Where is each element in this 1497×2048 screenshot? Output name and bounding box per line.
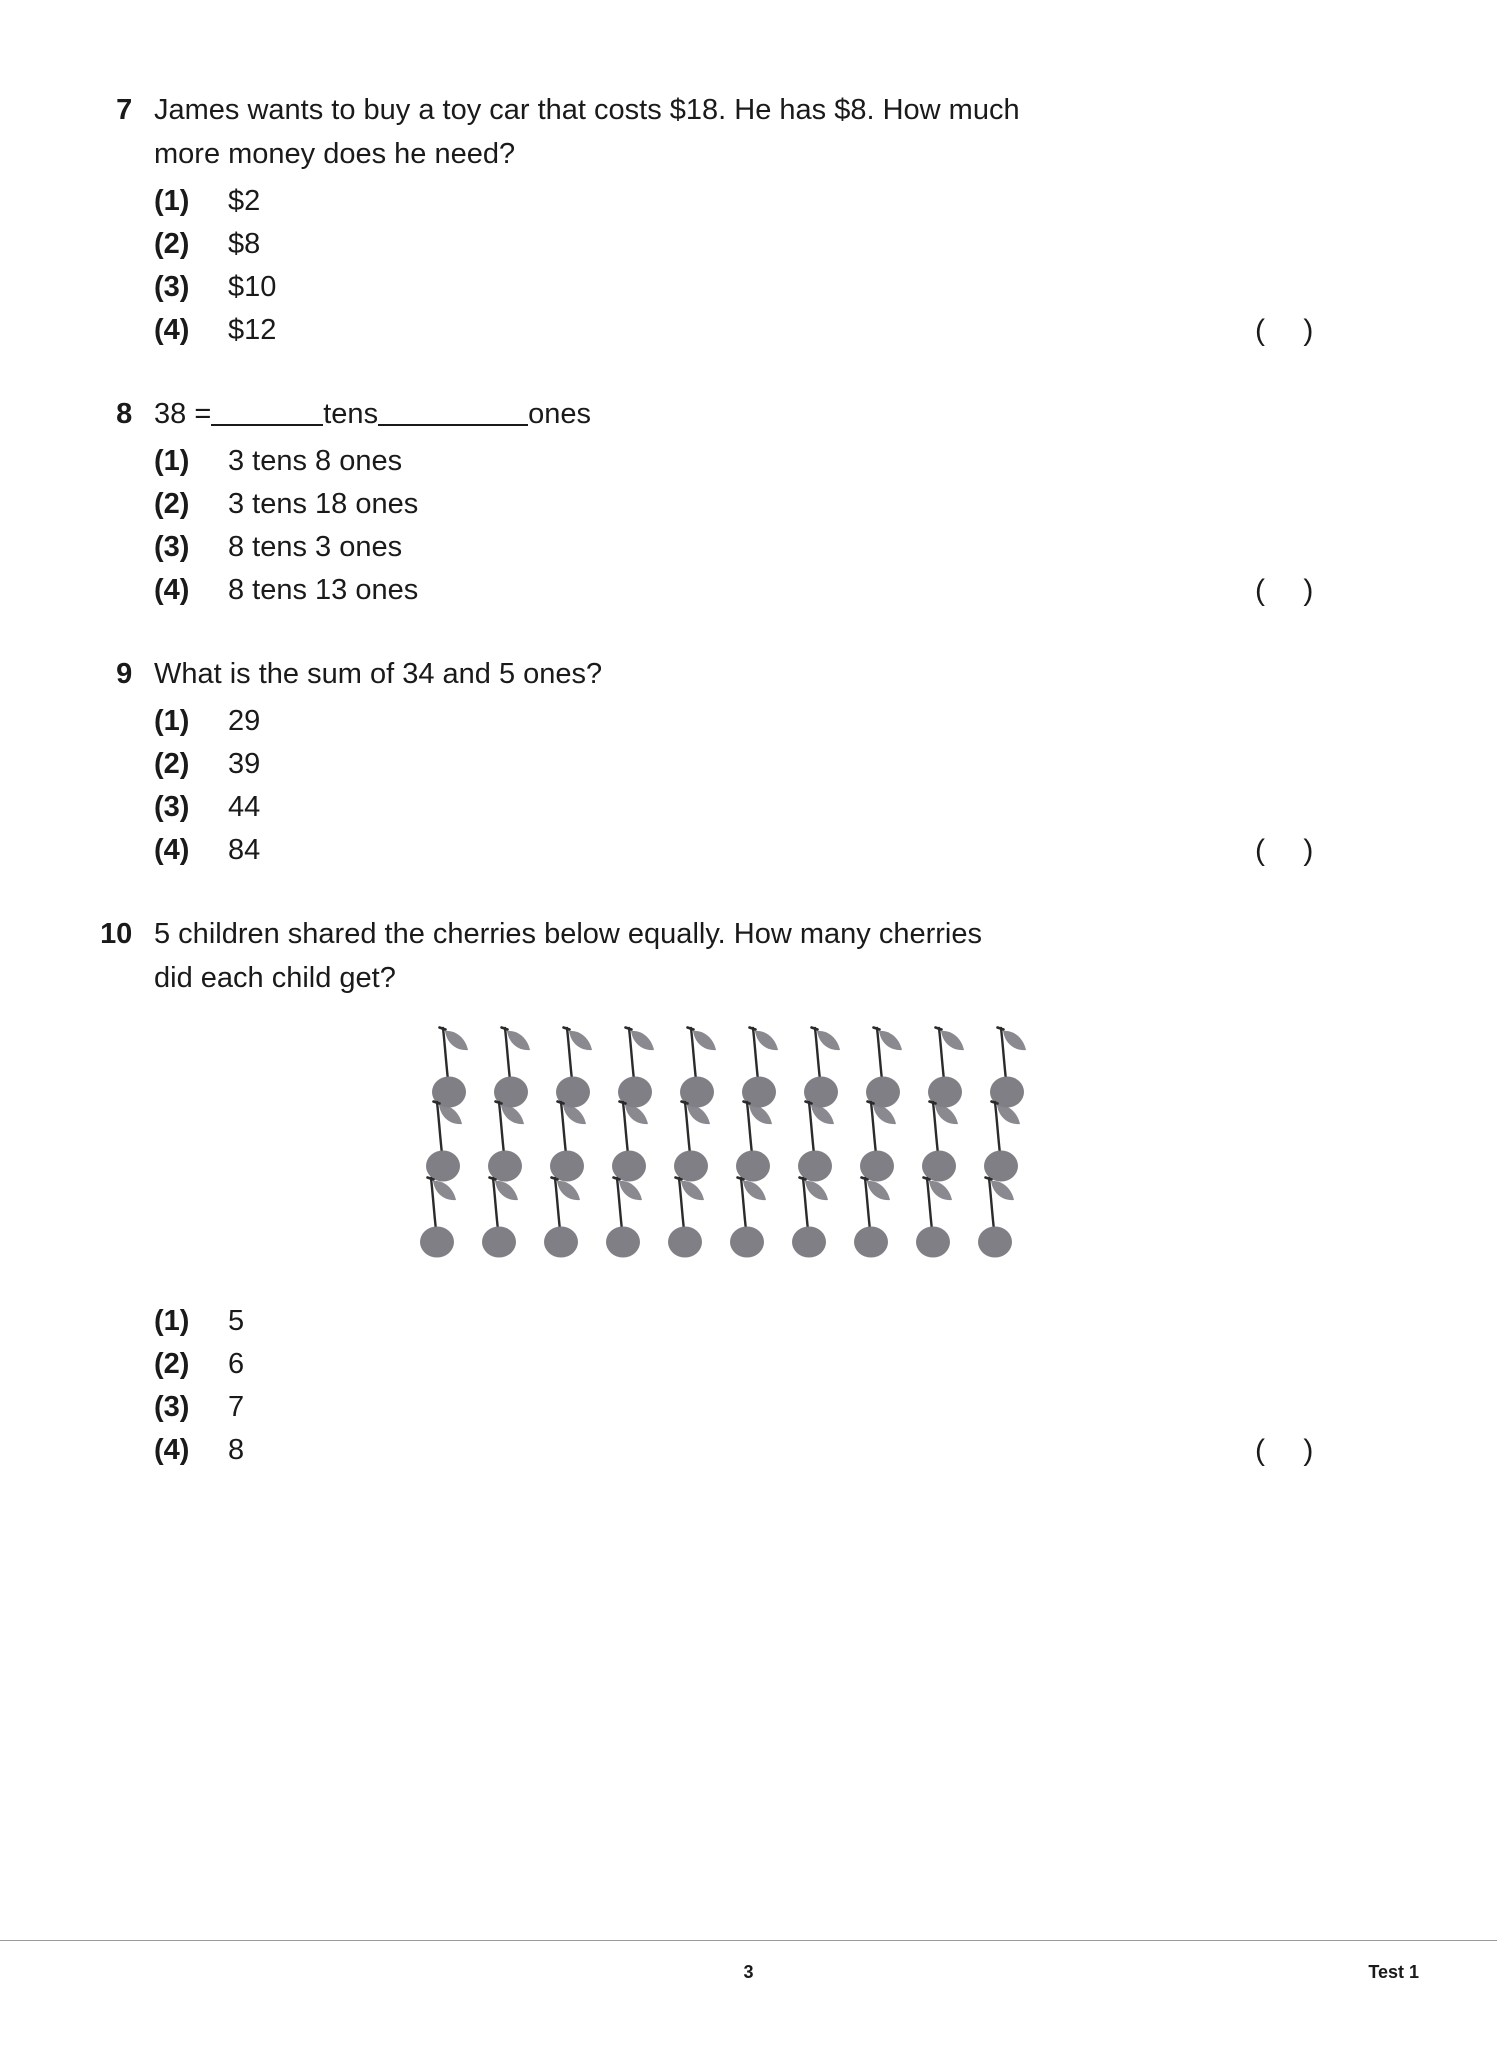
option-row[interactable] xyxy=(0,526,1497,569)
cherry-icon xyxy=(660,1170,722,1260)
option-label: 5 xyxy=(228,1305,245,1337)
option-key: (4) xyxy=(154,834,190,866)
option-label: $10 xyxy=(228,271,277,303)
question-10 xyxy=(0,912,1497,1472)
question-9-options xyxy=(0,700,1497,872)
question-8-number: 8 xyxy=(116,398,132,430)
option-row[interactable] xyxy=(0,786,1497,829)
question-7 xyxy=(0,88,1497,352)
question-10-header xyxy=(0,912,1497,1000)
option-row[interactable] xyxy=(0,440,1497,483)
option-row[interactable] xyxy=(0,1300,1497,1343)
answer-bracket[interactable]: ( ) xyxy=(1255,834,1315,867)
question-10-number: 10 xyxy=(100,918,132,950)
footer-divider xyxy=(0,1940,1497,1941)
question-8 xyxy=(0,392,1497,612)
blank-tens[interactable] xyxy=(211,398,323,426)
option-label: $2 xyxy=(228,185,261,217)
option-label: $12 xyxy=(228,314,277,346)
cherry-icon xyxy=(970,1170,1032,1260)
option-key: (1) xyxy=(154,445,190,477)
answer-bracket[interactable]: ( ) xyxy=(1255,314,1315,347)
option-row[interactable] xyxy=(0,829,1497,872)
question-7-header xyxy=(0,88,1497,176)
option-key: (2) xyxy=(154,1348,190,1380)
option-label: 8 tens 3 ones xyxy=(228,531,403,563)
question-9 xyxy=(0,652,1497,872)
option-row[interactable] xyxy=(0,700,1497,743)
option-label: 3 tens 18 ones xyxy=(228,488,419,520)
test-label: Test 1 xyxy=(1368,1962,1419,1982)
option-key: (1) xyxy=(154,705,190,737)
answer-bracket[interactable]: ( ) xyxy=(1255,1434,1315,1467)
option-row[interactable] xyxy=(0,1386,1497,1429)
option-key: (2) xyxy=(154,748,190,780)
option-label: 44 xyxy=(228,791,261,823)
question-8-header xyxy=(0,392,1497,436)
option-row[interactable] xyxy=(0,483,1497,526)
page-number: 3 xyxy=(743,1962,754,1982)
option-label: 7 xyxy=(228,1391,245,1423)
question-8-stem-part-1: 38 = xyxy=(154,398,212,430)
cherry-icon xyxy=(598,1170,660,1260)
option-key: (3) xyxy=(154,1391,190,1423)
option-key: (3) xyxy=(154,791,190,823)
option-key: (1) xyxy=(154,185,190,217)
option-label: 3 tens 8 ones xyxy=(228,445,403,477)
option-label: $8 xyxy=(228,228,261,260)
option-label: 29 xyxy=(228,705,261,737)
questions-list xyxy=(0,88,1497,1508)
question-8-stem xyxy=(132,392,1054,436)
option-row[interactable] xyxy=(0,180,1497,223)
option-label: 8 tens 13 ones xyxy=(228,574,419,606)
cherry-icon xyxy=(412,1170,474,1260)
option-row[interactable] xyxy=(0,309,1497,352)
cherry-icon xyxy=(846,1170,908,1260)
option-label: 84 xyxy=(228,834,261,866)
question-7-stem: James wants to buy a toy car that costs $18. He has $8. How much more money does he need? xyxy=(154,94,1020,170)
option-row[interactable] xyxy=(0,1343,1497,1386)
option-row[interactable] xyxy=(0,223,1497,266)
question-10-stem: 5 children shared the cherries below equally. How many cherries did each child get? xyxy=(154,918,982,994)
blank-ones[interactable] xyxy=(378,398,528,426)
page-footer xyxy=(0,1940,1497,2048)
option-key: (3) xyxy=(154,271,190,303)
cherry-icon xyxy=(722,1170,784,1260)
cherry-icon xyxy=(536,1170,598,1260)
question-10-options xyxy=(0,1300,1497,1472)
option-key: (4) xyxy=(154,314,190,346)
option-key: (1) xyxy=(154,1305,190,1337)
option-label: 39 xyxy=(228,748,261,780)
question-8-options xyxy=(0,440,1497,612)
answer-bracket[interactable]: ( ) xyxy=(1255,574,1315,607)
option-key: (2) xyxy=(154,228,190,260)
option-label: 6 xyxy=(228,1348,245,1380)
question-9-number: 9 xyxy=(116,658,132,690)
option-label: 8 xyxy=(228,1434,245,1466)
option-key: (4) xyxy=(154,1434,190,1466)
question-8-stem-part-2: tens xyxy=(323,398,379,430)
option-key: (4) xyxy=(154,574,190,606)
question-7-number: 7 xyxy=(116,94,132,126)
cherries-row xyxy=(412,1170,1032,1260)
option-row[interactable] xyxy=(0,743,1497,786)
option-row[interactable] xyxy=(0,266,1497,309)
cherry-icon xyxy=(784,1170,846,1260)
option-row[interactable] xyxy=(0,569,1497,612)
question-7-options xyxy=(0,180,1497,352)
cherries-grid-figure xyxy=(0,1014,1497,1292)
cherry-icon xyxy=(908,1170,970,1260)
option-key: (3) xyxy=(154,531,190,563)
cherry-icon xyxy=(474,1170,536,1260)
option-key: (2) xyxy=(154,488,190,520)
question-9-header xyxy=(0,652,1497,696)
question-8-stem-part-3: ones xyxy=(528,398,591,430)
option-row[interactable] xyxy=(0,1429,1497,1472)
question-9-stem: What is the sum of 34 and 5 ones? xyxy=(154,658,603,690)
